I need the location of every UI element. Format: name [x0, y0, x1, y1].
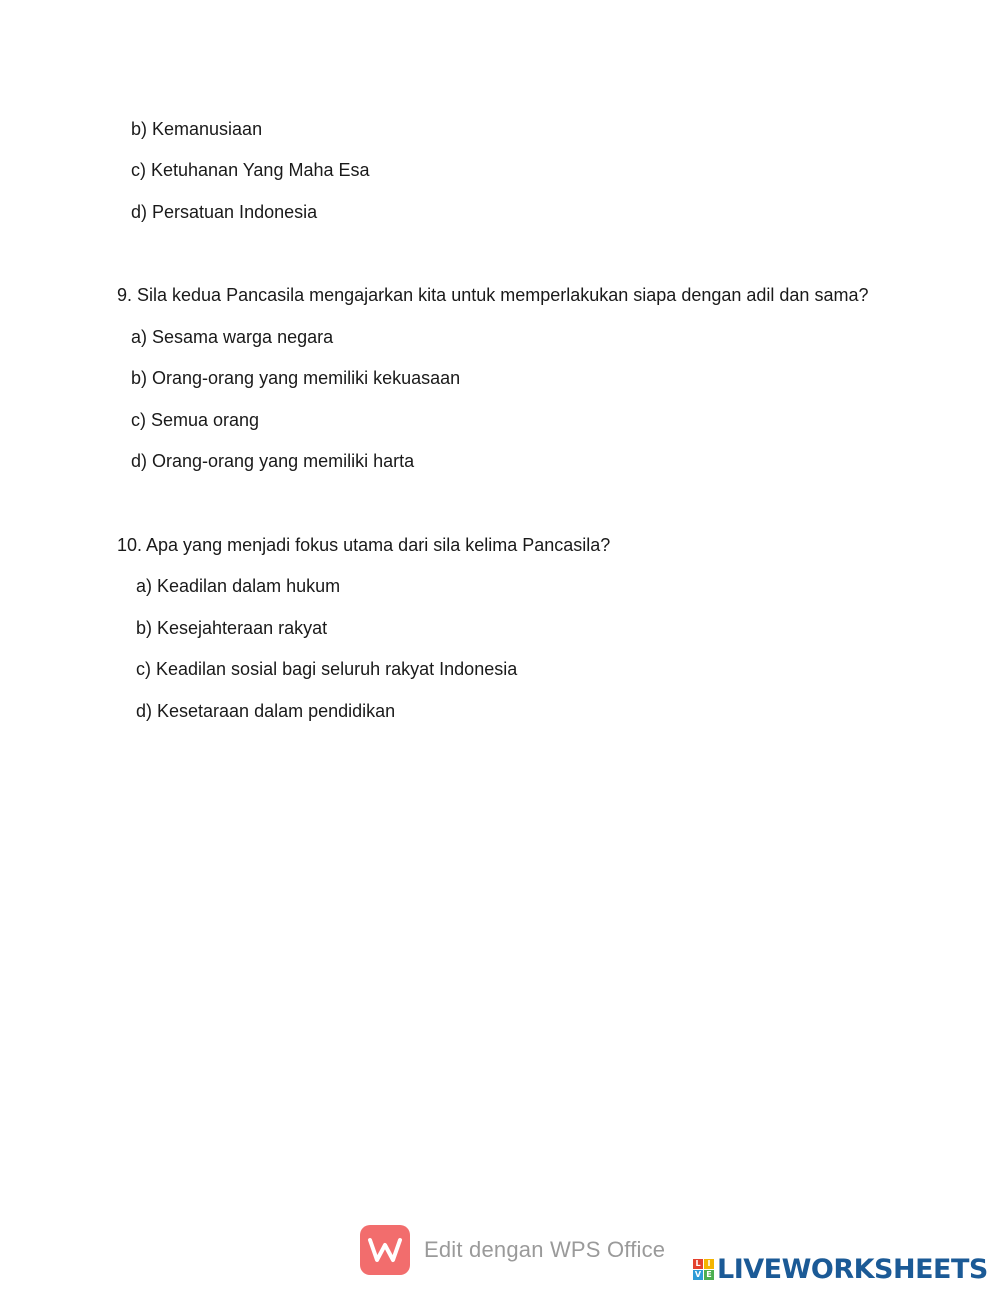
wps-edit-badge[interactable]: [360, 1224, 670, 1276]
lw-cell-i: I: [704, 1259, 714, 1269]
q9-option-a: a) Sesama warga negara: [131, 327, 334, 347]
q8-option-c: c) Ketuhanan Yang Maha Esa: [131, 160, 370, 180]
lw-cell-v: V: [694, 1269, 702, 1279]
lw-cell-e: E: [704, 1270, 714, 1280]
liveworksheets-wordmark: LIVEWORKSHEETS: [717, 1253, 988, 1285]
q10-option-b: b) Kesejahteraan rakyat: [136, 618, 328, 638]
q10-option-d: d) Kesetaraan dalam pendidikan: [136, 701, 396, 721]
q10-question: 10. Apa yang menjadi fokus utama dari sila kelima Pancasila?: [117, 535, 611, 555]
liveworksheets-logo-icon: [693, 1259, 714, 1280]
q8-option-b: b) Kemanusiaan: [131, 119, 263, 139]
q9-option-d: d) Orang-orang yang memiliki harta: [131, 451, 415, 471]
wps-w-logo-icon: [360, 1225, 410, 1275]
q9-question: 9. Sila kedua Pancasila mengajarkan kita untuk memperlakukan siapa dengan adil dan sama?: [117, 285, 869, 305]
q10-option-c: c) Keadilan sosial bagi seluruh rakyat Indonesia: [136, 659, 518, 679]
q9-option-c: c) Semua orang: [131, 410, 260, 430]
lw-cell-l: L: [693, 1259, 703, 1269]
liveworksheets-brand: [693, 1253, 988, 1285]
q8-option-d: d) Persatuan Indonesia: [131, 202, 318, 222]
q9-option-b: b) Orang-orang yang memiliki kekuasaan: [131, 368, 461, 388]
q10-option-a: a) Keadilan dalam hukum: [136, 576, 341, 596]
wps-edit-label: Edit dengan WPS Office: [424, 1237, 666, 1262]
